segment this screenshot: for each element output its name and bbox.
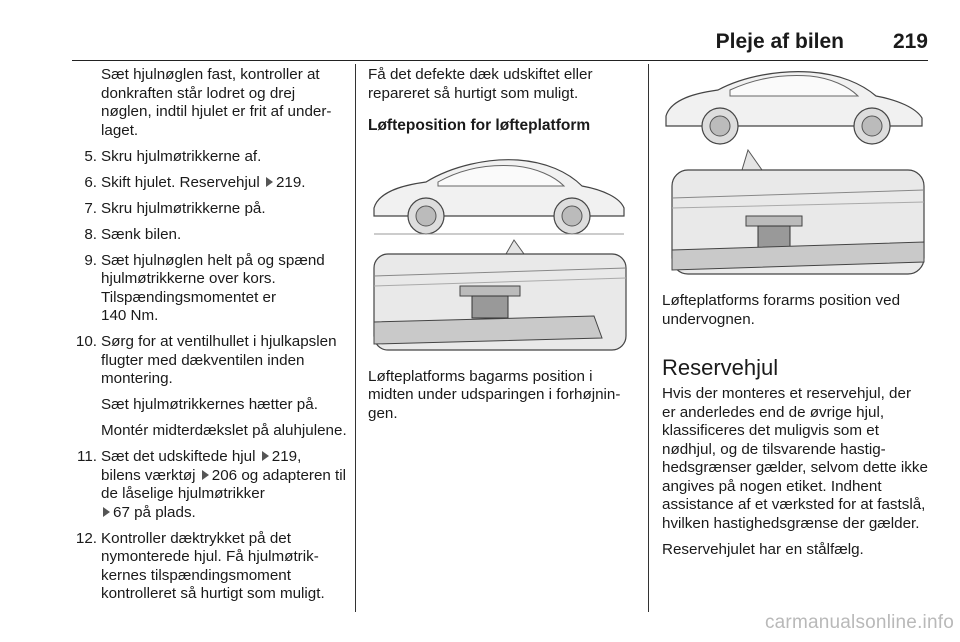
list-text: Sørg for at ventilhullet i hjulkapslen flugter med dækventilen inden montering. bbox=[101, 333, 337, 387]
list-subtext: Sæt hjulmøtrikkernes hætter på. bbox=[101, 396, 318, 413]
column-1 bbox=[72, 66, 348, 611]
list-number: 10. bbox=[75, 333, 97, 350]
page-reference-link[interactable]: 206 og adapteren til de låselige hjulmøtrikker bbox=[101, 466, 347, 502]
cross-reference-icon bbox=[103, 507, 110, 517]
torque-label: Tilspændingsmomentet er bbox=[101, 288, 277, 306]
list-text-part: Skift hjulet. Reservehjul bbox=[101, 173, 260, 191]
list-number: 9. bbox=[84, 251, 97, 269]
cross-reference-icon bbox=[262, 451, 269, 461]
list-item bbox=[72, 530, 348, 604]
figure-caption: Løfteplatforms bagarms position i midten under udsparingen i forhøjningen. bbox=[368, 367, 621, 422]
header-rule bbox=[72, 60, 928, 61]
column-2 bbox=[368, 66, 634, 431]
figure-caption: Løfteplatforms forarms position ved undervognen. bbox=[662, 292, 901, 328]
list-number: 12. bbox=[75, 529, 97, 547]
list-item bbox=[72, 333, 348, 441]
body-paragraph: Reservehjulet har en stålfælg. bbox=[662, 540, 864, 558]
list-text bbox=[101, 448, 348, 522]
list-text-part: Sæt hjulnøglen helt på og spænd hjulmøtrikkerne over kors. bbox=[101, 251, 325, 287]
list-number: 11. bbox=[77, 448, 97, 465]
intro-paragraph: Få det defekte dæk udskiftet eller repareret så hurtigt som muligt. bbox=[368, 66, 593, 102]
list-number: 6. bbox=[84, 173, 97, 191]
list-text: Kontroller dæktrykket på det nymonterede hjul. Få hjulmøtrikkernes tilspændingsmoment kontrolleret så hurtigt som muligt. bbox=[101, 529, 325, 602]
list-number: 7. bbox=[84, 199, 97, 217]
list-text: Skru hjulmøtrikkerne af. bbox=[101, 147, 262, 165]
front-lift-point-illustration bbox=[662, 66, 928, 280]
page-number: 219 bbox=[892, 30, 928, 53]
column-divider bbox=[648, 64, 649, 612]
list-text bbox=[101, 174, 348, 193]
section-heading: Reservehjul bbox=[662, 355, 779, 380]
list-text-part: bilens værktøj bbox=[101, 466, 196, 484]
page-section-title: Pleje af bilen bbox=[715, 30, 844, 53]
list-item bbox=[72, 174, 348, 193]
list-text bbox=[101, 252, 348, 326]
cross-reference-icon bbox=[266, 177, 273, 187]
rear-lift-point-illustration bbox=[368, 146, 630, 356]
column-3 bbox=[662, 66, 928, 567]
list-text: Sænk bilen. bbox=[101, 225, 182, 243]
list-item bbox=[72, 226, 348, 245]
list-item bbox=[72, 252, 348, 326]
list-subtext: Montér midterdækslet på aluhjulene. bbox=[101, 422, 347, 439]
intro-paragraph: Sæt hjulnøglen fast, kontroller at donkraften står lodret og drej nøglen, indtil hjulet er frit af underlaget. bbox=[101, 66, 332, 139]
list-number: 8. bbox=[84, 225, 97, 243]
cross-reference-icon bbox=[202, 470, 209, 480]
page-reference-link[interactable]: 219, bbox=[271, 448, 302, 465]
list-item bbox=[72, 448, 348, 522]
body-paragraph: Hvis der monteres et reservehjul, der er anderledes end de øvrige hjul, klassificeres det muligvis som et nødhjul, og de tilsvarende hastighedsgrænser gælder, selvom dette ikke angives på nogen etiket. Indhent assistance af et værksted for at fastslå, hvilken hastighedsgrænse der gælder. bbox=[662, 385, 928, 532]
subheading: Løfteposition for løfteplatform bbox=[368, 117, 591, 134]
torque-value: 140 Nm. bbox=[101, 307, 159, 324]
list-item bbox=[72, 148, 348, 167]
list-item bbox=[72, 200, 348, 219]
page-reference-link[interactable]: 219. bbox=[275, 173, 306, 191]
list-text: Skru hjulmøtrikkerne på. bbox=[101, 199, 266, 217]
list-text-part: Sæt det udskiftede hjul bbox=[101, 448, 256, 465]
page-reference-link[interactable]: 67 på plads. bbox=[113, 503, 196, 521]
column-divider bbox=[355, 64, 356, 612]
list-number: 5. bbox=[84, 147, 97, 165]
watermark: carmanualsonline.info bbox=[764, 612, 954, 633]
